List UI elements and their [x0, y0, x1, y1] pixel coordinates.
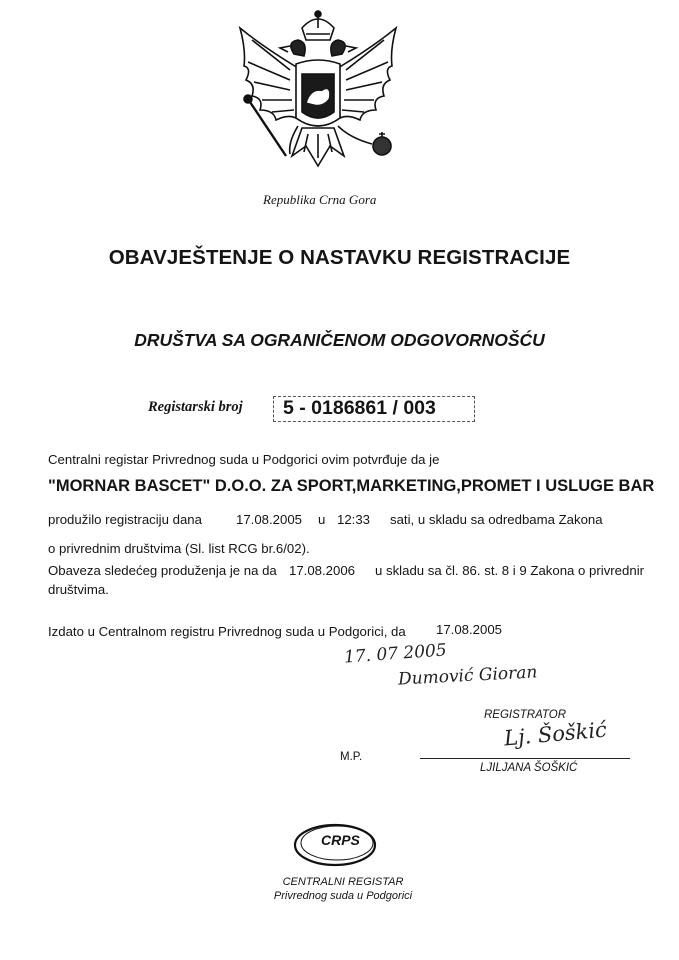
next-extension-suffix-2: društvima.	[48, 582, 109, 597]
issued-date: 17.08.2005	[436, 622, 503, 637]
registrator-title: REGISTRATOR	[484, 709, 566, 721]
signature-line	[420, 758, 630, 759]
extended-prefix: produžilo registraciju dana	[48, 512, 202, 527]
law-reference: o privrednim društvima (Sl. list RCG br.6/02).	[48, 541, 310, 556]
issued-text: Izdato u Centralnom registru Privrednog suda u Podgorici, da	[48, 624, 406, 639]
handwritten-date: 17. 07 2005	[343, 640, 448, 668]
registrator-name: LJILJANA ŠOŠKIĆ	[480, 762, 578, 774]
registrator-signature: Lj. Šoškić	[503, 717, 608, 751]
document-subtitle: DRUŠTVA SA OGRANIČENOM ODGOVORNOŠĆU	[134, 330, 545, 350]
intro-text: Centralni registar Privrednog suda u Podgorici ovim potvrđuje da je	[48, 452, 440, 467]
footer-line-2: Privrednog suda u Podgorici	[273, 890, 413, 902]
extended-time: 12:33	[337, 512, 371, 527]
next-extension-prefix: Obaveza sledećeg produženja je na da	[48, 563, 277, 578]
registration-number-label: Registarski broj	[148, 399, 243, 415]
next-extension-suffix: u skladu sa čl. 86. st. 8 i 9 Zakona o privrednir	[375, 563, 645, 578]
registration-number: 5 - 0186861 / 003	[283, 397, 436, 419]
extended-u: u	[318, 512, 326, 527]
company-name: "MORNAR BASCET" D.O.O. ZA SPORT,MARKETING,PROMET I USLUGE BAR	[48, 477, 655, 495]
republic-caption: Republika Crna Gora	[263, 192, 377, 207]
coat-of-arms-icon	[232, 6, 404, 188]
mp-stamp-label: M.P.	[340, 751, 363, 763]
handwritten-note: Dumović Gioran	[397, 662, 538, 690]
extended-date: 17.08.2005	[236, 512, 303, 527]
footer-line-1: CENTRALNI REGISTAR	[282, 876, 404, 888]
crps-logo-text: CRPS	[321, 832, 360, 848]
extended-suffix: sati, u skladu sa odredbama Zakona	[390, 512, 603, 527]
document-title: OBAVJEŠTENJE O NASTAVKU REGISTRACIJE	[108, 246, 571, 269]
next-extension-date: 17.08.2006	[289, 563, 356, 578]
